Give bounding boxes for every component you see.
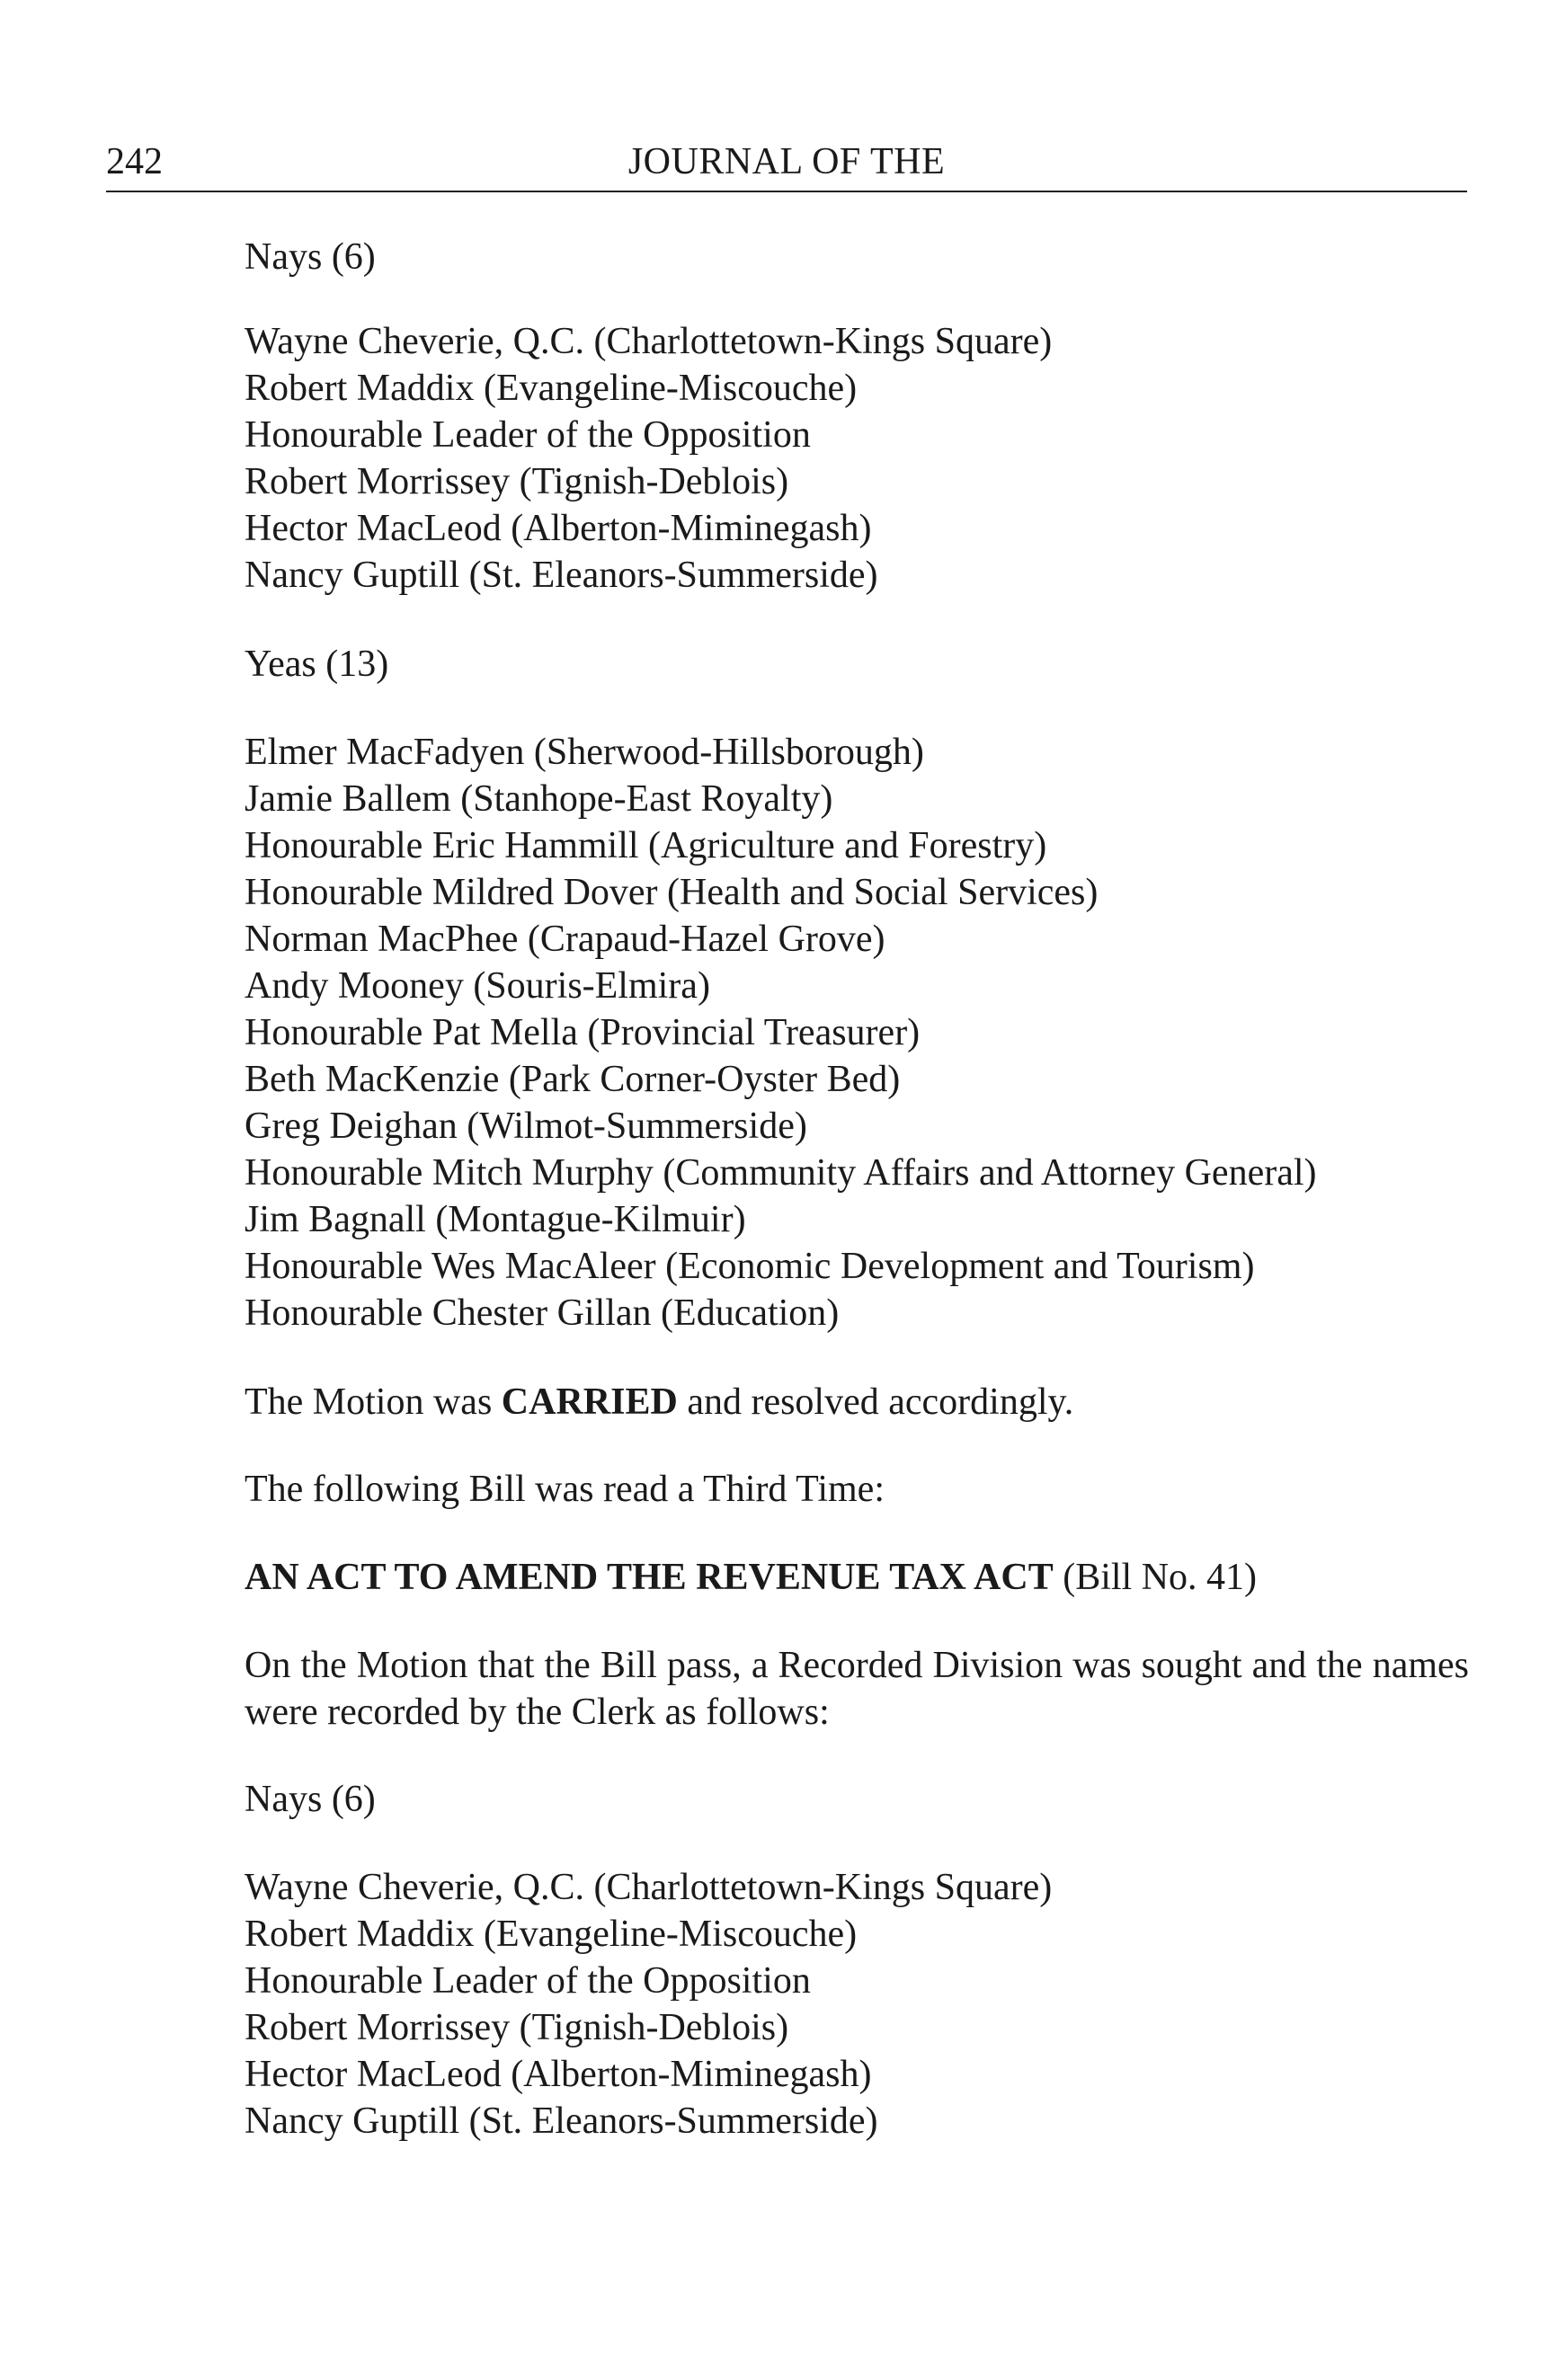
member-name: Norman MacPhee (Crapaud-Hazel Grove)	[245, 919, 885, 960]
member-name: Jim Bagnall (Montague-Kilmuir)	[245, 1199, 746, 1240]
member-name: Honourable Leader of the Opposition	[245, 1960, 811, 2002]
header-rule	[106, 191, 1467, 192]
page-header	[106, 135, 1467, 189]
nays-list	[245, 318, 1469, 599]
spacer	[245, 1337, 1469, 1379]
spacer	[245, 688, 1469, 729]
spacer	[245, 1601, 1469, 1642]
member-name: Honourable Pat Mella (Provincial Treasurer)	[245, 1012, 921, 1053]
member-name: Andy Mooney (Souris-Elmira)	[245, 965, 710, 1007]
motion-result-suffix: and resolved accordingly.	[677, 1381, 1074, 1423]
third-reading-intro: The following Bill was read a Third Time:	[245, 1469, 885, 1510]
bill-title: AN ACT TO AMEND THE REVENUE TAX ACT	[245, 1557, 1054, 1598]
yeas-heading: Yeas (13)	[245, 644, 389, 685]
spacer	[245, 280, 1469, 318]
member-name: Elmer MacFadyen (Sherwood-Hillsborough)	[245, 732, 924, 773]
bill-number: (Bill No. 41)	[1053, 1557, 1258, 1598]
member-name: Robert Morrissey (Tignish-Deblois)	[245, 461, 789, 502]
member-name: Honourable Chester Gillan (Education)	[245, 1292, 840, 1334]
spacer	[245, 1823, 1469, 1864]
member-name: Nancy Guptill (St. Eleanors-Summerside)	[245, 555, 878, 596]
member-name: Greg Deighan (Wilmot-Summerside)	[245, 1106, 807, 1147]
second-nays-heading: Nays (6)	[245, 1779, 376, 1820]
page-number: 242	[106, 141, 163, 182]
motion-result-status: CARRIED	[501, 1381, 678, 1423]
member-name: Robert Morrissey (Tignish-Deblois)	[245, 2007, 789, 2048]
spacer	[245, 1513, 1469, 1554]
member-name: Honourable Mildred Dover (Health and Social Services)	[245, 872, 1099, 913]
yeas-list	[245, 729, 1469, 1337]
recorded-division-text: On the Motion that the Bill pass, a Recorded Division was sought and the names were recorded by the Clerk as follows:	[245, 1645, 1469, 1733]
member-name: Honourable Eric Hammill (Agriculture and Forestry)	[245, 825, 1047, 866]
member-name: Beth MacKenzie (Park Corner-Oyster Bed)	[245, 1059, 901, 1100]
journal-body	[245, 234, 1469, 2145]
member-name: Jamie Ballem (Stanhope-East Royalty)	[245, 778, 833, 820]
member-name: Honourable Wes MacAleer (Economic Development and Tourism)	[245, 1246, 1255, 1287]
member-name: Robert Maddix (Evangeline-Miscouche)	[245, 1914, 858, 1955]
member-name: Honourable Mitch Murphy (Community Affairs and Attorney General)	[245, 1152, 1317, 1194]
spacer	[245, 599, 1469, 641]
spacer	[245, 1425, 1469, 1466]
member-name: Nancy Guptill (St. Eleanors-Summerside)	[245, 2100, 878, 2142]
motion-result	[245, 1379, 1469, 1425]
motion-result-prefix: The Motion was	[245, 1381, 502, 1423]
member-name: Hector MacLeod (Alberton-Miminegash)	[245, 508, 872, 549]
member-name: Hector MacLeod (Alberton-Miminegash)	[245, 2054, 872, 2095]
spacer	[245, 1736, 1469, 1776]
member-name: Honourable Leader of the Opposition	[245, 414, 811, 456]
bill-line	[245, 1554, 1469, 1601]
running-head: JOURNAL OF THE	[627, 141, 946, 182]
nays-heading: Nays (6)	[245, 236, 376, 278]
second-nays-list	[245, 1864, 1469, 2145]
member-name: Wayne Cheverie, Q.C. (Charlottetown-Kings Square)	[245, 1867, 1053, 1908]
member-name: Wayne Cheverie, Q.C. (Charlottetown-Kings Square)	[245, 321, 1053, 362]
member-name: Robert Maddix (Evangeline-Miscouche)	[245, 368, 858, 409]
